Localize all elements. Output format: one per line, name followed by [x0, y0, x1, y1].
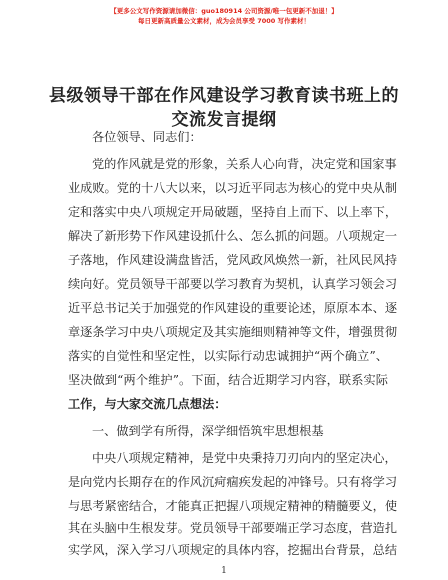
paragraph-line: 是向党内长期存在的作风沉疴痼疾发起的冲锋号。只有将学习: [68, 475, 398, 489]
paragraph-line: 落实的自觉性和坚定性，以实际行动忠诚拥护“两个确立”、: [68, 349, 388, 363]
salutation: 各位领导、同志们：: [92, 130, 202, 144]
paragraph-line: 解决了新形势下作风建设抓什么、怎么抓的问题。八项规定一: [68, 229, 398, 243]
paragraph-line: 坚决做到“两个维护”。下面，结合近期学习内容，联系实际: [68, 373, 388, 387]
section-heading: 一、做到学有所得，深学细悟筑牢思想根基: [92, 424, 324, 438]
header-banner: [0, 6, 448, 26]
paragraph-line: 续向好。党员领导干部要以学习教育为契机，认真学习领会习: [68, 277, 398, 291]
paragraph-line: 其在头脑中生根发芽。党员领导干部要端正学习态度，营造扎: [68, 521, 398, 535]
paragraph-line-bold: 工作，与大家交流几点想法：: [68, 397, 227, 411]
banner-line-1: 【更多公文写作资源请加微信：guo180914 公司资源/唯一包更新不加退！】: [110, 7, 338, 15]
paragraph-line: 近平总书记关于加强党的作风建设的重要论述，原原本本、逐: [68, 301, 398, 315]
paragraph-line: 党的作风就是党的形象，关系人心向背，决定党和国家事: [92, 157, 397, 171]
document-title-line-1: 县级领导干部在作风建设学习教育读书班上的: [49, 86, 399, 106]
paragraph-line: 章逐条学习中央八项规定及其实施细则精神等文件，增强贯彻: [68, 325, 398, 339]
paragraph-line: 定和落实中央八项规定开局破题，坚持自上而下、以上率下，: [68, 205, 398, 219]
paragraph-line: 子落地，作风建设满盘皆活，党风政风焕然一新，社风民风持: [68, 253, 398, 267]
paragraph-line: 业成败。党的十八大以来，以习近平同志为核心的党中央从制: [68, 181, 398, 195]
paragraph-line: 实学风，深入学习八项规定的具体内容，挖掘出台背景，总结: [68, 543, 398, 557]
banner-line-2: 每日更新高质量公文素材，成为会员享受 7000 写作素材！: [137, 17, 311, 25]
page-number: 1: [221, 566, 227, 576]
paragraph-line: 中央八项规定精神，是党中央秉持刀刃向内的坚定决心，: [92, 451, 397, 465]
document-title-line-2: 交流发言提纲: [171, 110, 277, 130]
paragraph-line: 与思考紧密结合，才能真正把握八项规定精神的精髓要义，使: [68, 499, 398, 513]
